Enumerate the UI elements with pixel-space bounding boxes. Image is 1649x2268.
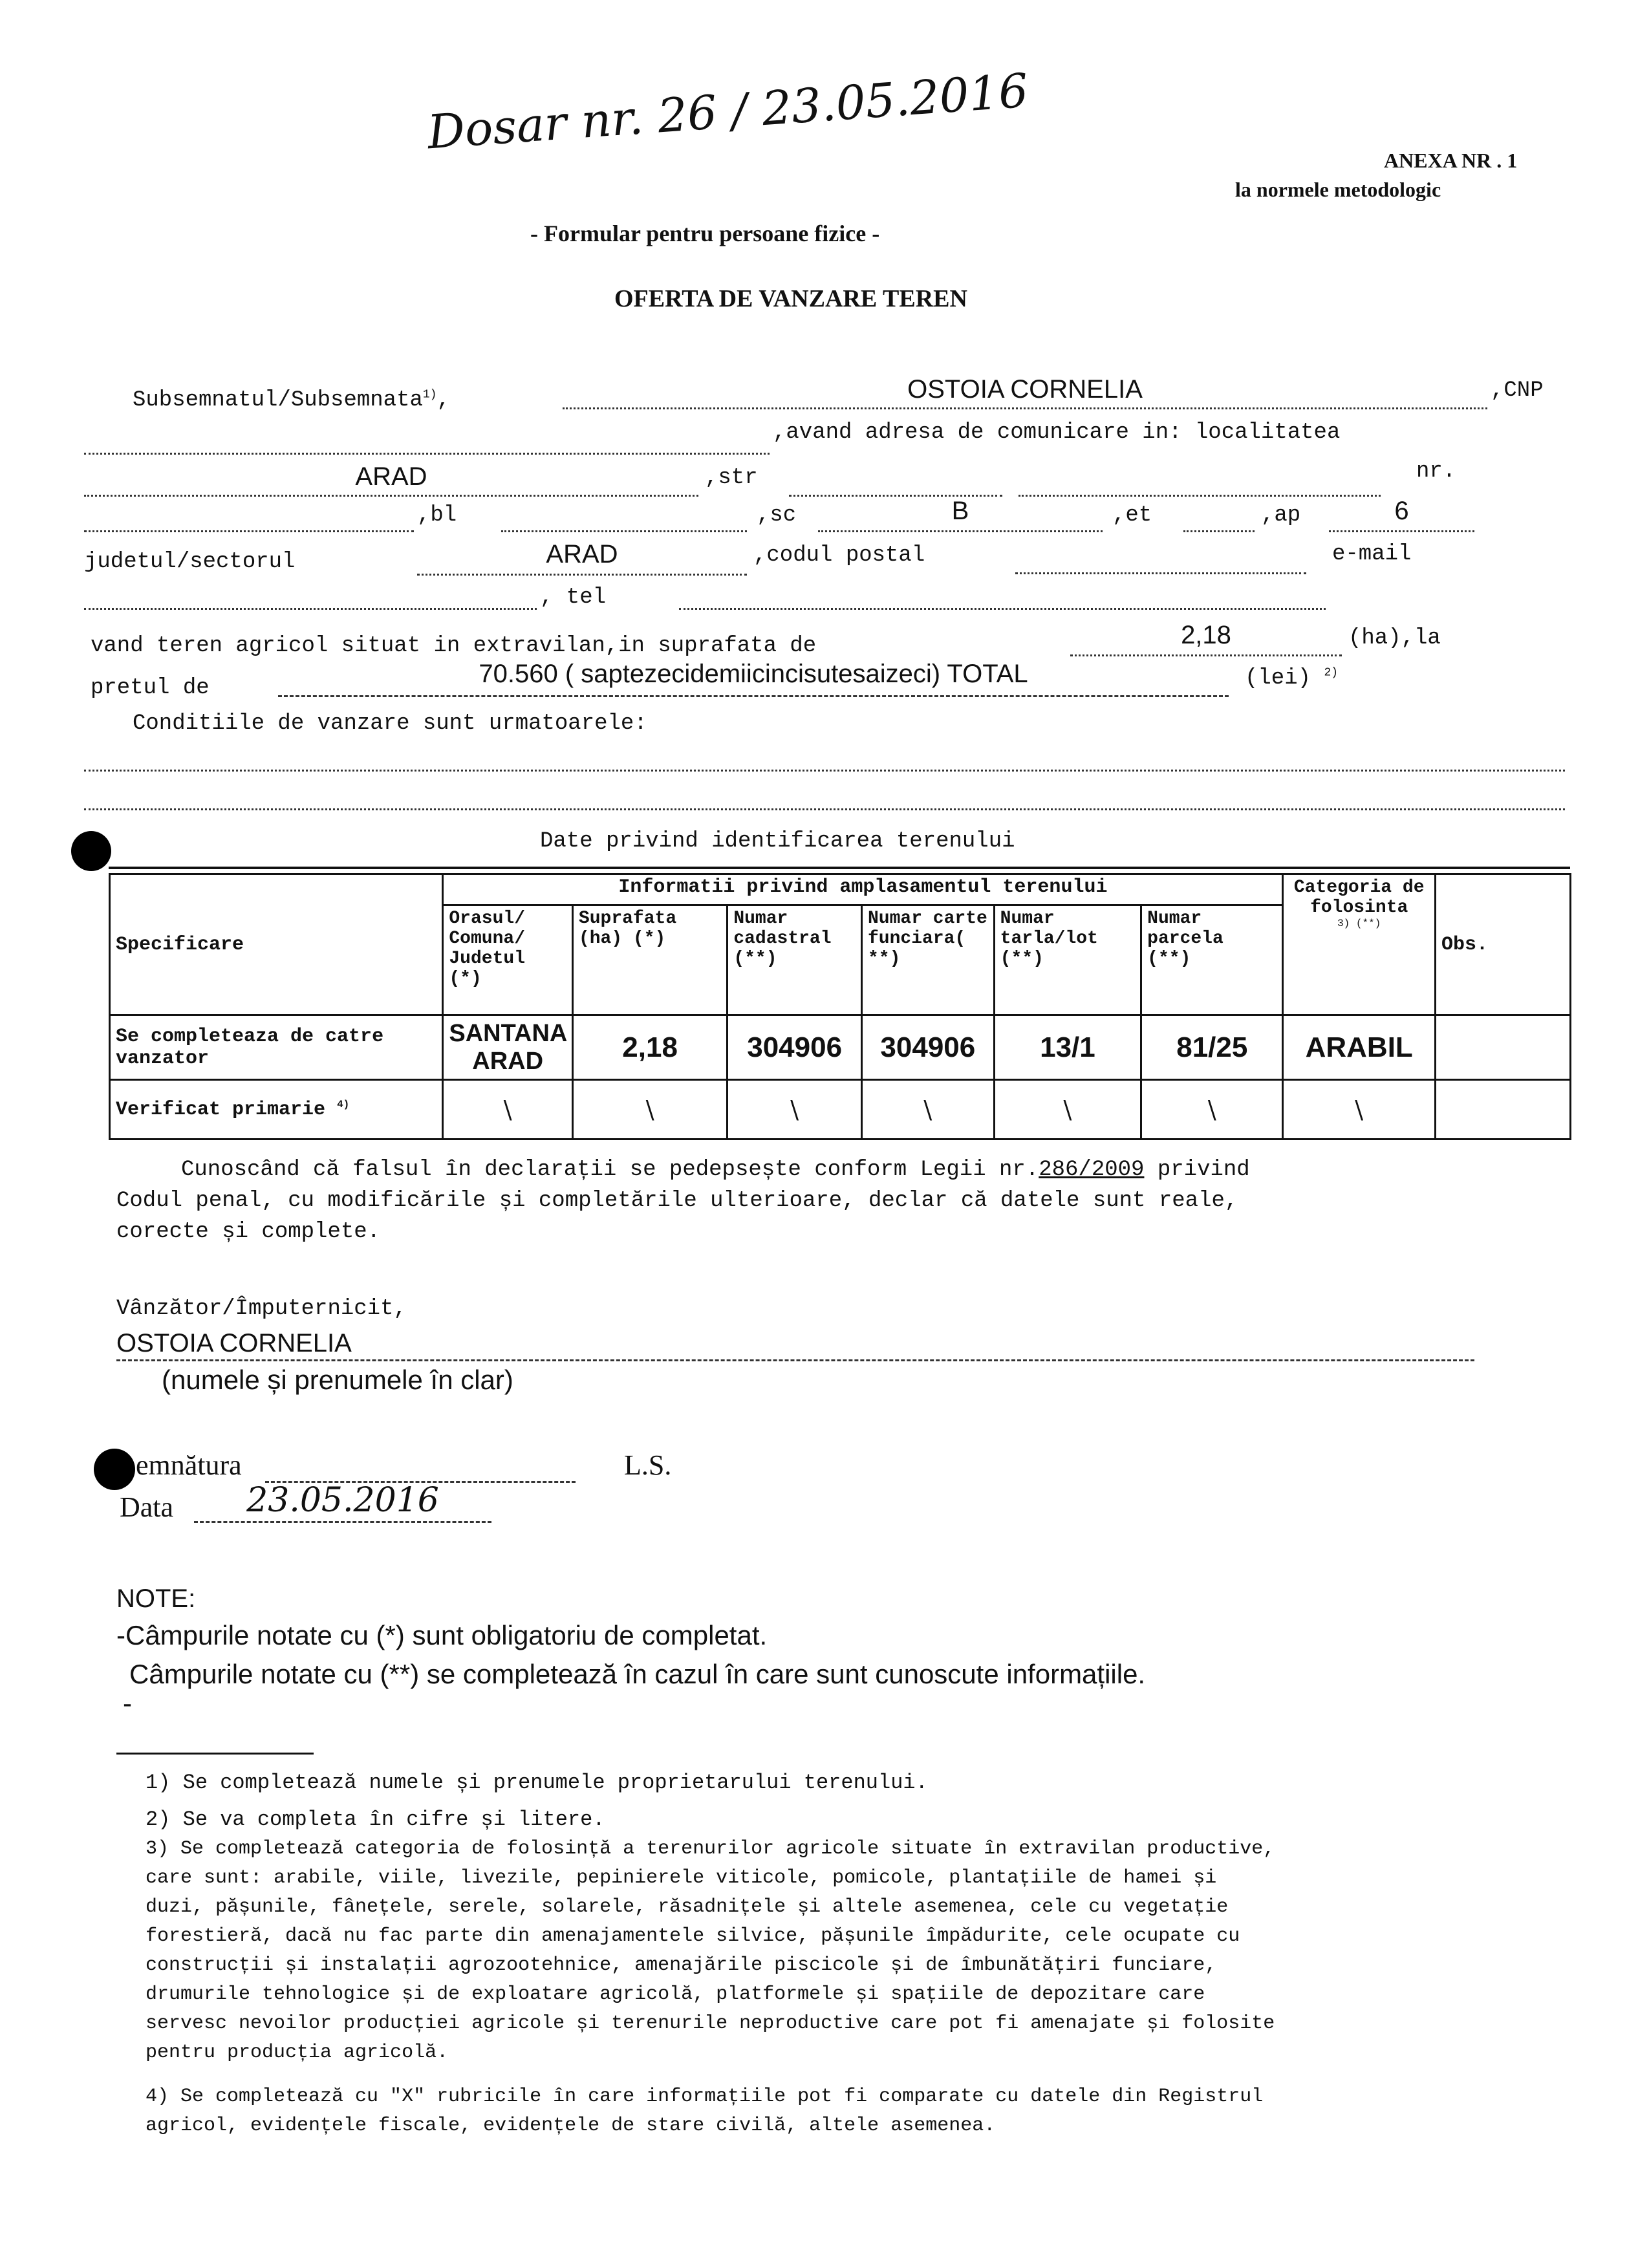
ap-label: ,ap — [1261, 503, 1301, 528]
nr-field[interactable] — [84, 504, 414, 532]
cod-postal-field[interactable] — [1015, 546, 1306, 574]
footnote-rule — [116, 1753, 314, 1755]
punch-hole-mark-2 — [94, 1449, 135, 1490]
specificare-header: Specificare — [110, 874, 443, 1015]
pretul-label: pretul de — [91, 676, 210, 700]
conditiile-field-1[interactable] — [84, 744, 1565, 772]
check-tarla[interactable]: \ — [994, 1080, 1141, 1139]
declaration-line-2: Codul penal, cu modificările și completările ulterioare, declar că datele sunt reale, — [116, 1189, 1238, 1213]
cnp-continuation-field[interactable] — [84, 427, 770, 455]
cell-carte-funciara[interactable]: 304906 — [861, 1015, 994, 1080]
col-cadastral-header: Numar cadastral (**) — [727, 905, 862, 1015]
footnote-3-line-7: servesc nevoilor producției agricole și terenurile neproductive care pot fi amenajate și folosite — [146, 2013, 1275, 2035]
vanzator-name-rule — [116, 1359, 1474, 1361]
email-field[interactable] — [84, 582, 537, 610]
check-carte-funciara[interactable]: \ — [861, 1080, 994, 1139]
note-2: Câmpurile notate cu (**) se completează în cazul în care sunt cunoscute informațiile. — [129, 1659, 1146, 1689]
date-privind-title: Date privind identificarea terenului — [540, 829, 1015, 854]
table-row — [110, 1080, 1571, 1139]
conditiile-field-2[interactable] — [84, 783, 1565, 810]
nume-field[interactable]: OSTOIA CORNELIA — [563, 375, 1487, 409]
ls-label: L.S. — [624, 1449, 672, 1481]
vanzator-label: Vânzător/Împuternicit, — [116, 1297, 407, 1321]
bl-label: ,bl — [417, 503, 457, 528]
check-categoria[interactable]: \ — [1283, 1080, 1436, 1139]
col-parcela-header: Numar parcela (**) — [1141, 905, 1283, 1015]
obs-header: Obs. — [1435, 874, 1570, 1015]
categoria-header: Categoria de folosinta 3) (**) — [1283, 874, 1436, 1015]
footnote-4-line-2: agricol, evidențele fiscale, evidențele de stare civilă, altele asemenea. — [146, 2115, 996, 2137]
footnote-4-line-1: 4) Se completează cu "X" rubricile în care informațiile pot fi comparate cu datele din Registrul — [146, 2086, 1264, 2108]
form-type: - Formular pentru persoane fizice - — [530, 221, 880, 246]
tel-field[interactable] — [679, 582, 1326, 610]
data-field[interactable]: 23.05.2016 — [194, 1481, 491, 1523]
table-row — [110, 1015, 1571, 1080]
et-field[interactable] — [1183, 504, 1255, 532]
footnote-3-line-4: forestieră, dacă nu fac parte din amenajamentele silvice, pășunile împădurite, cele ocupate cu — [146, 1925, 1240, 1947]
footnote-3-line-5: construcții și instalații agrozootehnice, amenajările piscicole și de îmbunătățiri funciare, — [146, 1954, 1217, 1976]
nr-label: nr. — [1416, 459, 1456, 484]
localitatea-field[interactable]: ARAD — [84, 462, 698, 497]
judetul-label: judetul/sectorul — [84, 550, 296, 574]
declaration-line-1: Cunoscând că falsul în declarații se pedepsește conform Legii nr.286/2009 privind — [181, 1158, 1250, 1182]
footnote-1: 1) Se completează numele și prenumele proprietarului terenului. — [146, 1771, 928, 1795]
col-orasul-header: Orasul/ Comuna/ Judetul (*) — [443, 905, 573, 1015]
amplasament-header: Informatii privind amplasamentul terenului — [443, 874, 1283, 905]
teren-table — [109, 873, 1571, 1140]
sc-label: ,sc — [757, 503, 797, 528]
row-primarie-label: Verificat primarie $^{4)}$ — [110, 1080, 443, 1139]
semnatura-label: emnătura — [136, 1449, 242, 1481]
footnote-3-line-3: duzi, pășunile, fânețele, serele, solarele, răsadnițele și altele asemenea, cele cu vegetație — [146, 1896, 1229, 1918]
cell-parcela[interactable]: 81/25 — [1141, 1015, 1283, 1080]
str-label: ,str — [705, 466, 758, 490]
footnote-3-line-8: pentru producția agricolă. — [146, 2042, 449, 2064]
dosar-handwritten-note: Dosar nr. 26 / 23.05.2016 — [426, 63, 1030, 160]
email-label: e-mail — [1332, 542, 1412, 567]
note-3: - — [123, 1688, 132, 1718]
str-field-2[interactable] — [1018, 469, 1381, 497]
punch-hole-mark — [71, 831, 111, 871]
subsemnatul-label: Subsemnatul/Subsemnata$^{1)}$, — [133, 388, 450, 413]
clar-label: (numele și prenumele în clar) — [162, 1365, 513, 1395]
page-title: OFERTA DE VANZARE TEREN — [614, 285, 967, 312]
footnote-3-line-2: care sunt: arabile, viile, livezile, pepinierele viticole, pomicole, plantațiile de hamei și — [146, 1867, 1217, 1889]
sc-field[interactable]: B — [818, 497, 1103, 532]
col-carte-funciara-header: Numar carte funciara( **) — [861, 905, 994, 1015]
anexa-label: ANEXA NR . 1 — [1384, 149, 1518, 172]
ha-label: (ha),la — [1348, 626, 1441, 651]
col-suprafata-header: Suprafata (ha) (*) — [572, 905, 727, 1015]
cell-tarla[interactable]: 13/1 — [994, 1015, 1141, 1080]
declaration-line-3: corecte și complete. — [116, 1220, 381, 1244]
judetul-field[interactable]: ARAD — [417, 540, 747, 576]
check-orasul[interactable]: \ — [443, 1080, 573, 1139]
check-parcela[interactable]: \ — [1141, 1080, 1283, 1139]
cell-suprafata[interactable]: 2,18 — [572, 1015, 727, 1080]
anexa-sublabel: la normele metodologic — [1235, 178, 1441, 201]
notes-title: NOTE: — [116, 1584, 196, 1613]
tel-label: , tel — [540, 585, 607, 610]
str-field[interactable] — [789, 469, 1002, 497]
footnote-3-line-1: 3) Se completează categoria de folosință a terenurilor agricole situate în extravilan productive, — [146, 1838, 1275, 1860]
ap-field[interactable]: 6 — [1329, 497, 1474, 532]
cell-orasul[interactable]: SANTANA ARAD — [443, 1015, 573, 1080]
check-suprafata[interactable]: \ — [572, 1080, 727, 1139]
bl-field[interactable] — [501, 504, 747, 532]
adresa-label: ,avand adresa de comunicare in: localitatea — [773, 420, 1341, 445]
row-vanzator-label: Se completeaza de catre vanzator — [110, 1015, 443, 1080]
et-label: ,et — [1112, 503, 1152, 528]
footnote-3-line-6: drumurile tehnologice și de exploatare agricolă, platformele și spațiile de depozitare care — [146, 1983, 1205, 2005]
footnote-2: 2) Se va completa în cifre și litere. — [146, 1808, 605, 1831]
cnp-label: ,CNP — [1491, 378, 1544, 403]
suprafata-field[interactable]: 2,18 — [1070, 621, 1342, 656]
conditiile-label: Conditiile de vanzare sunt urmatoarele: — [133, 711, 647, 736]
cell-categoria[interactable]: ARABIL — [1283, 1015, 1436, 1080]
note-1: -Câmpurile notate cu (*) sunt obligatoriu de completat. — [116, 1620, 768, 1650]
vanzator-name[interactable]: OSTOIA CORNELIA — [116, 1329, 352, 1357]
cell-obs[interactable] — [1435, 1015, 1570, 1080]
cod-postal-label: ,codul postal — [753, 543, 925, 568]
cell-cadastral[interactable]: 304906 — [727, 1015, 862, 1080]
check-obs[interactable] — [1435, 1080, 1570, 1139]
check-cadastral[interactable]: \ — [727, 1080, 862, 1139]
vand-label: vand teren agricol situat in extravilan,in suprafata de — [91, 634, 817, 658]
lei-label: (lei) $^{2)}$ — [1245, 666, 1339, 691]
col-tarla-header: Numar tarla/lot (**) — [994, 905, 1141, 1015]
data-label: Data — [120, 1491, 174, 1523]
table-top-rule — [109, 867, 1570, 869]
pret-field[interactable]: 70.560 ( saptezecidemiicincisutesaizeci) TOTAL — [278, 660, 1229, 697]
